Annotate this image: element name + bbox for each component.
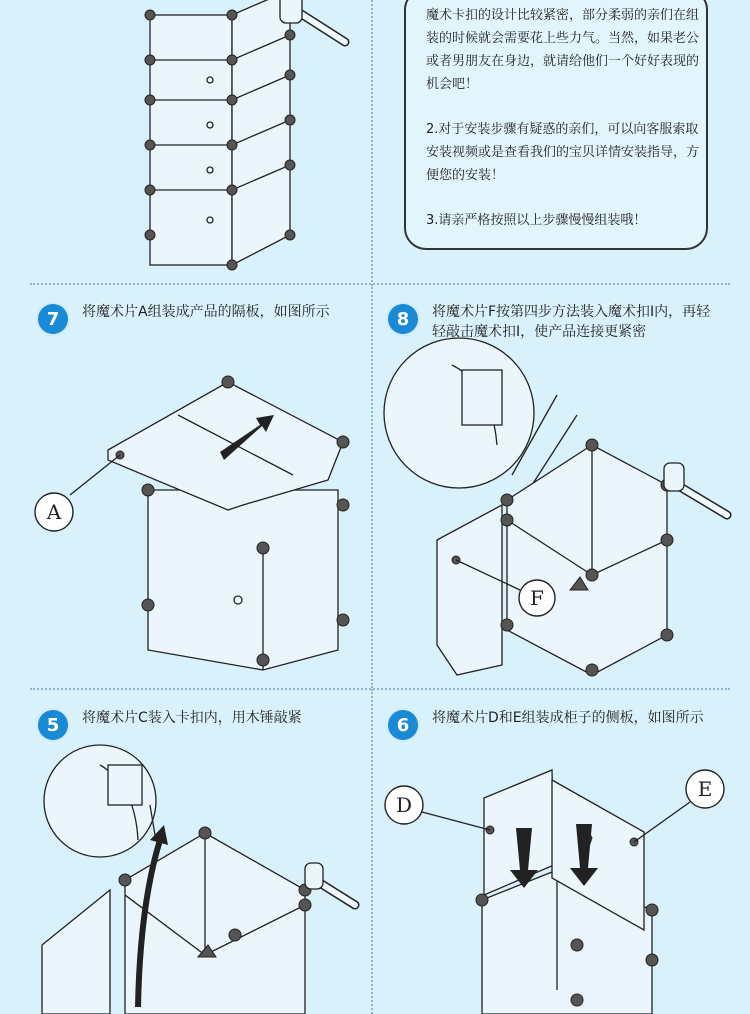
mallet-icon (664, 463, 727, 515)
vertical-divider-bottom (371, 689, 373, 1014)
step-5-text: 将魔术片C装入卡扣内，用木锤敲紧 (82, 710, 302, 726)
tips-note-box (404, 0, 708, 250)
step-6-number: 6 (388, 710, 418, 740)
step-8-number: 8 (388, 304, 418, 334)
stacked-cubes-illustration (130, 0, 360, 282)
step-8-text: 将魔术片F按第四步方法装入魔术扣I内，再轻轻敲击魔术扣I，使产品连接更紧密 (432, 304, 711, 340)
step-6-text: 将魔术片D和E组装成柜子的侧板，如图所示 (432, 710, 704, 726)
tip-3: 3.请亲严格按照以上步骤慢慢组装哦！ (426, 213, 647, 228)
vertical-divider-middle (371, 284, 373, 688)
tip-1: 魔术卡扣的设计比较紧密，部分柔弱的亲们在组装的时候就会需要花上些力气。当然，如果老公或者男朋友在身边，就请给他们一个好好表现的机会吧！ (426, 8, 700, 92)
tip-2: 2.对于安装步骤有疑惑的亲们，可以向客服索取安装视频或是查看我们的宝贝详情安装指导，方便您的安装！ (426, 122, 700, 183)
step-7-text: 将魔术片A组装成产品的隔板，如图所示 (82, 304, 330, 320)
mallet-icon (305, 863, 355, 905)
step-7-illustration (28, 370, 368, 680)
step-6 (388, 708, 728, 740)
tips-note-text (426, 4, 706, 254)
step-7 (38, 302, 358, 334)
vertical-divider-top (371, 0, 373, 282)
horizontal-divider-2 (30, 688, 730, 690)
step-8-illustration (382, 335, 742, 685)
step-5-illustration (40, 745, 365, 1014)
step-7-number: 7 (38, 304, 68, 334)
label-a: A (46, 500, 62, 524)
arrow-icon (150, 825, 168, 845)
step-5 (38, 708, 368, 740)
step-6-illustration (382, 760, 742, 1014)
label-d: D (395, 793, 413, 817)
step-5-number: 5 (38, 710, 68, 740)
label-e: E (697, 777, 713, 801)
label-f: F (530, 586, 544, 610)
horizontal-divider-1 (30, 283, 730, 285)
